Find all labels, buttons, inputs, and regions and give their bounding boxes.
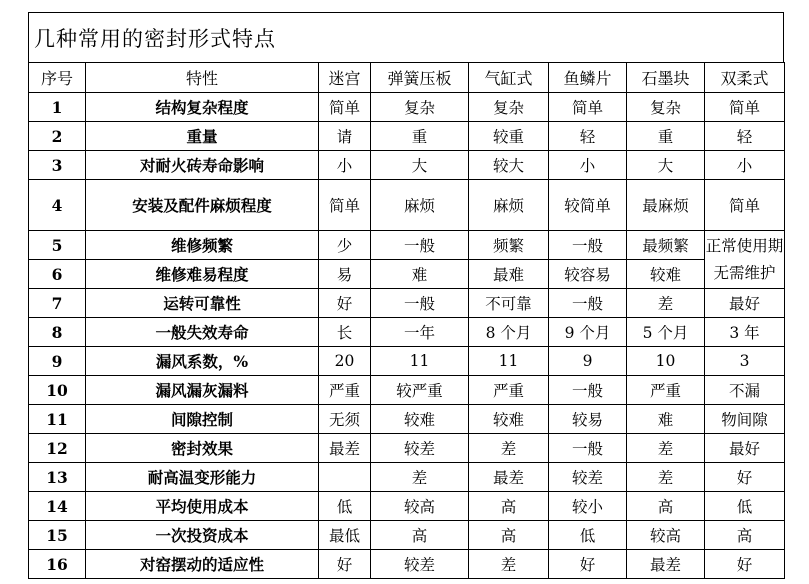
value-cell-graphite: 复杂: [627, 93, 705, 122]
value-cell-spring-plate: 重: [371, 122, 469, 151]
value-cell-fish-scale: 低: [549, 521, 627, 550]
value-cell-maze: 最低: [319, 521, 371, 550]
table-row: [29, 93, 785, 122]
table-row: [29, 122, 785, 151]
value-cell-maze: 长: [319, 318, 371, 347]
feature-cell: 漏风系数，%: [86, 347, 319, 376]
table-row: [29, 151, 785, 180]
value-cell-spring-plate: 复杂: [371, 93, 469, 122]
value-cell-spring-plate: 较严重: [371, 376, 469, 405]
table-row: [29, 463, 785, 492]
value-cell-double-flexible: 低: [705, 492, 785, 521]
value-cell-maze: [319, 463, 371, 492]
value-cell-cylinder: 不可靠: [469, 289, 549, 318]
value-cell-cylinder: 11: [469, 347, 549, 376]
header-col-fish-scale: 鱼鳞片: [549, 63, 627, 93]
value-cell-graphite: 5 个月: [627, 318, 705, 347]
header-col-spring-plate: 弹簧压板: [371, 63, 469, 93]
comparison-sheet: [28, 12, 784, 579]
value-cell-maze: 好: [319, 289, 371, 318]
value-cell-spring-plate: 较难: [371, 405, 469, 434]
value-cell-maze: 小: [319, 151, 371, 180]
table-row: [29, 260, 785, 289]
value-cell-maze: 简单: [319, 93, 371, 122]
row-number-cell: 16: [29, 550, 86, 579]
value-cell-spring-plate: 高: [371, 521, 469, 550]
value-cell-fish-scale: 较容易: [549, 260, 627, 289]
row-number-cell: 4: [29, 180, 86, 231]
value-cell-graphite: 差: [627, 463, 705, 492]
row-number-cell: 5: [29, 231, 86, 260]
header-col-double-flexible: 双柔式: [705, 63, 785, 93]
value-cell-cylinder: 严重: [469, 376, 549, 405]
table-title: 几种常用的密封形式特点: [34, 26, 276, 51]
value-cell-maze: 20: [319, 347, 371, 376]
feature-cell: 漏风漏灰漏料: [86, 376, 319, 405]
header-col-cylinder: 气缸式: [469, 63, 549, 93]
value-cell-graphite: 难: [627, 405, 705, 434]
value-cell-graphite: 10: [627, 347, 705, 376]
value-cell-cylinder: 高: [469, 492, 549, 521]
feature-cell: 一般失效寿命: [86, 318, 319, 347]
row-number-cell: 8: [29, 318, 86, 347]
value-cell-fish-scale: 小: [549, 151, 627, 180]
value-cell-fish-scale: 一般: [549, 231, 627, 260]
table-row: [29, 318, 785, 347]
value-cell-graphite: 重: [627, 122, 705, 151]
value-cell-maze: 易: [319, 260, 371, 289]
value-cell-fish-scale: 一般: [549, 434, 627, 463]
feature-cell: 维修频繁: [86, 231, 319, 260]
row-number-cell: 2: [29, 122, 86, 151]
value-cell-graphite: 最麻烦: [627, 180, 705, 231]
row-number-cell: 1: [29, 93, 86, 122]
value-cell-spring-plate: 难: [371, 260, 469, 289]
value-cell-cylinder: 频繁: [469, 231, 549, 260]
value-cell-maze: 无须: [319, 405, 371, 434]
header-col-no: 序号: [29, 63, 86, 93]
table-row: [29, 405, 785, 434]
value-cell-fish-scale: 较简单: [549, 180, 627, 231]
value-cell-graphite: 较难: [627, 260, 705, 289]
value-cell-fish-scale: 9 个月: [549, 318, 627, 347]
value-cell-cylinder: 差: [469, 434, 549, 463]
value-cell-spring-plate: 一般: [371, 289, 469, 318]
value-cell-spring-plate: 较差: [371, 550, 469, 579]
value-cell-maze: 低: [319, 492, 371, 521]
value-cell-fish-scale: 一般: [549, 376, 627, 405]
merged-line-2: 无需维护: [713, 263, 776, 282]
value-cell-graphite: 严重: [627, 376, 705, 405]
value-cell-spring-plate: 11: [371, 347, 469, 376]
value-cell-cylinder: 较大: [469, 151, 549, 180]
value-cell-double-flexible: 好: [705, 550, 785, 579]
value-cell-maze: 严重: [319, 376, 371, 405]
feature-cell: 对窑摆动的适应性: [86, 550, 319, 579]
table-row: [29, 231, 785, 260]
feature-cell: 维修难易程度: [86, 260, 319, 289]
value-cell-spring-plate: 较差: [371, 434, 469, 463]
row-number-cell: 12: [29, 434, 86, 463]
value-cell-maze: 好: [319, 550, 371, 579]
value-cell-cylinder: 最差: [469, 463, 549, 492]
value-cell-fish-scale: 9: [549, 347, 627, 376]
value-cell-graphite: 最差: [627, 550, 705, 579]
value-cell-double-flexible: 3 年: [705, 318, 785, 347]
feature-cell: 间隙控制: [86, 405, 319, 434]
row-number-cell: 3: [29, 151, 86, 180]
value-cell-graphite: 高: [627, 492, 705, 521]
row-number-cell: 15: [29, 521, 86, 550]
value-cell-maze: 最差: [319, 434, 371, 463]
value-cell-graphite: 较高: [627, 521, 705, 550]
feature-cell: 平均使用成本: [86, 492, 319, 521]
row-number-cell: 7: [29, 289, 86, 318]
table-row: [29, 347, 785, 376]
row-number-cell: 10: [29, 376, 86, 405]
value-cell-fish-scale: 一般: [549, 289, 627, 318]
merged-line-1: 正常使用期: [705, 236, 784, 255]
row-number-cell: 11: [29, 405, 86, 434]
value-cell-cylinder: 最难: [469, 260, 549, 289]
value-cell-cylinder: 高: [469, 521, 549, 550]
table-row: [29, 180, 785, 231]
value-cell-double-flexible: 3: [705, 347, 785, 376]
value-cell-maze: 少: [319, 231, 371, 260]
table-title-cell: [28, 12, 784, 62]
table-row: [29, 521, 785, 550]
value-cell-fish-scale: 较小: [549, 492, 627, 521]
value-cell-graphite: 差: [627, 289, 705, 318]
value-cell-spring-plate: 较高: [371, 492, 469, 521]
value-cell-fish-scale: 轻: [549, 122, 627, 151]
value-cell-maze: 请: [319, 122, 371, 151]
feature-cell: 运转可靠性: [86, 289, 319, 318]
feature-cell: 耐高温变形能力: [86, 463, 319, 492]
value-cell-cylinder: 8 个月: [469, 318, 549, 347]
value-cell-cylinder: 较重: [469, 122, 549, 151]
header-col-graphite: 石墨块: [627, 63, 705, 93]
table-row: [29, 492, 785, 521]
table-row: [29, 434, 785, 463]
value-cell-graphite: 最频繁: [627, 231, 705, 260]
value-cell-fish-scale: 简单: [549, 93, 627, 122]
value-cell-graphite: 大: [627, 151, 705, 180]
merged-maintenance-cell: [705, 231, 785, 289]
table-row: [29, 289, 785, 318]
row-number-cell: 9: [29, 347, 86, 376]
value-cell-spring-plate: 大: [371, 151, 469, 180]
header-row: [29, 63, 785, 93]
table-row: [29, 550, 785, 579]
value-cell-double-flexible: 最好: [705, 289, 785, 318]
value-cell-fish-scale: 好: [549, 550, 627, 579]
seal-comparison-table: [28, 62, 785, 579]
value-cell-cylinder: 麻烦: [469, 180, 549, 231]
feature-cell: 结构复杂程度: [86, 93, 319, 122]
value-cell-spring-plate: 麻烦: [371, 180, 469, 231]
feature-cell: 密封效果: [86, 434, 319, 463]
value-cell-maze: 简单: [319, 180, 371, 231]
feature-cell: 重量: [86, 122, 319, 151]
value-cell-double-flexible: 小: [705, 151, 785, 180]
value-cell-double-flexible: 轻: [705, 122, 785, 151]
value-cell-double-flexible: 简单: [705, 93, 785, 122]
value-cell-double-flexible: 简单: [705, 180, 785, 231]
feature-cell: 对耐火砖寿命影响: [86, 151, 319, 180]
feature-cell: 安装及配件麻烦程度: [86, 180, 319, 231]
value-cell-double-flexible: 不漏: [705, 376, 785, 405]
value-cell-cylinder: 较难: [469, 405, 549, 434]
value-cell-double-flexible: 物间隙: [705, 405, 785, 434]
value-cell-double-flexible: 高: [705, 521, 785, 550]
header-col-maze: 迷宫: [319, 63, 371, 93]
value-cell-cylinder: 复杂: [469, 93, 549, 122]
value-cell-fish-scale: 较差: [549, 463, 627, 492]
value-cell-spring-plate: 一般: [371, 231, 469, 260]
value-cell-spring-plate: 一年: [371, 318, 469, 347]
row-number-cell: 13: [29, 463, 86, 492]
value-cell-fish-scale: 较易: [549, 405, 627, 434]
value-cell-cylinder: 差: [469, 550, 549, 579]
value-cell-double-flexible: 最好: [705, 434, 785, 463]
value-cell-spring-plate: 差: [371, 463, 469, 492]
feature-cell: 一次投资成本: [86, 521, 319, 550]
header-col-feature: 特性: [86, 63, 319, 93]
row-number-cell: 14: [29, 492, 86, 521]
value-cell-graphite: 差: [627, 434, 705, 463]
value-cell-double-flexible: 好: [705, 463, 785, 492]
table-row: [29, 376, 785, 405]
row-number-cell: 6: [29, 260, 86, 289]
